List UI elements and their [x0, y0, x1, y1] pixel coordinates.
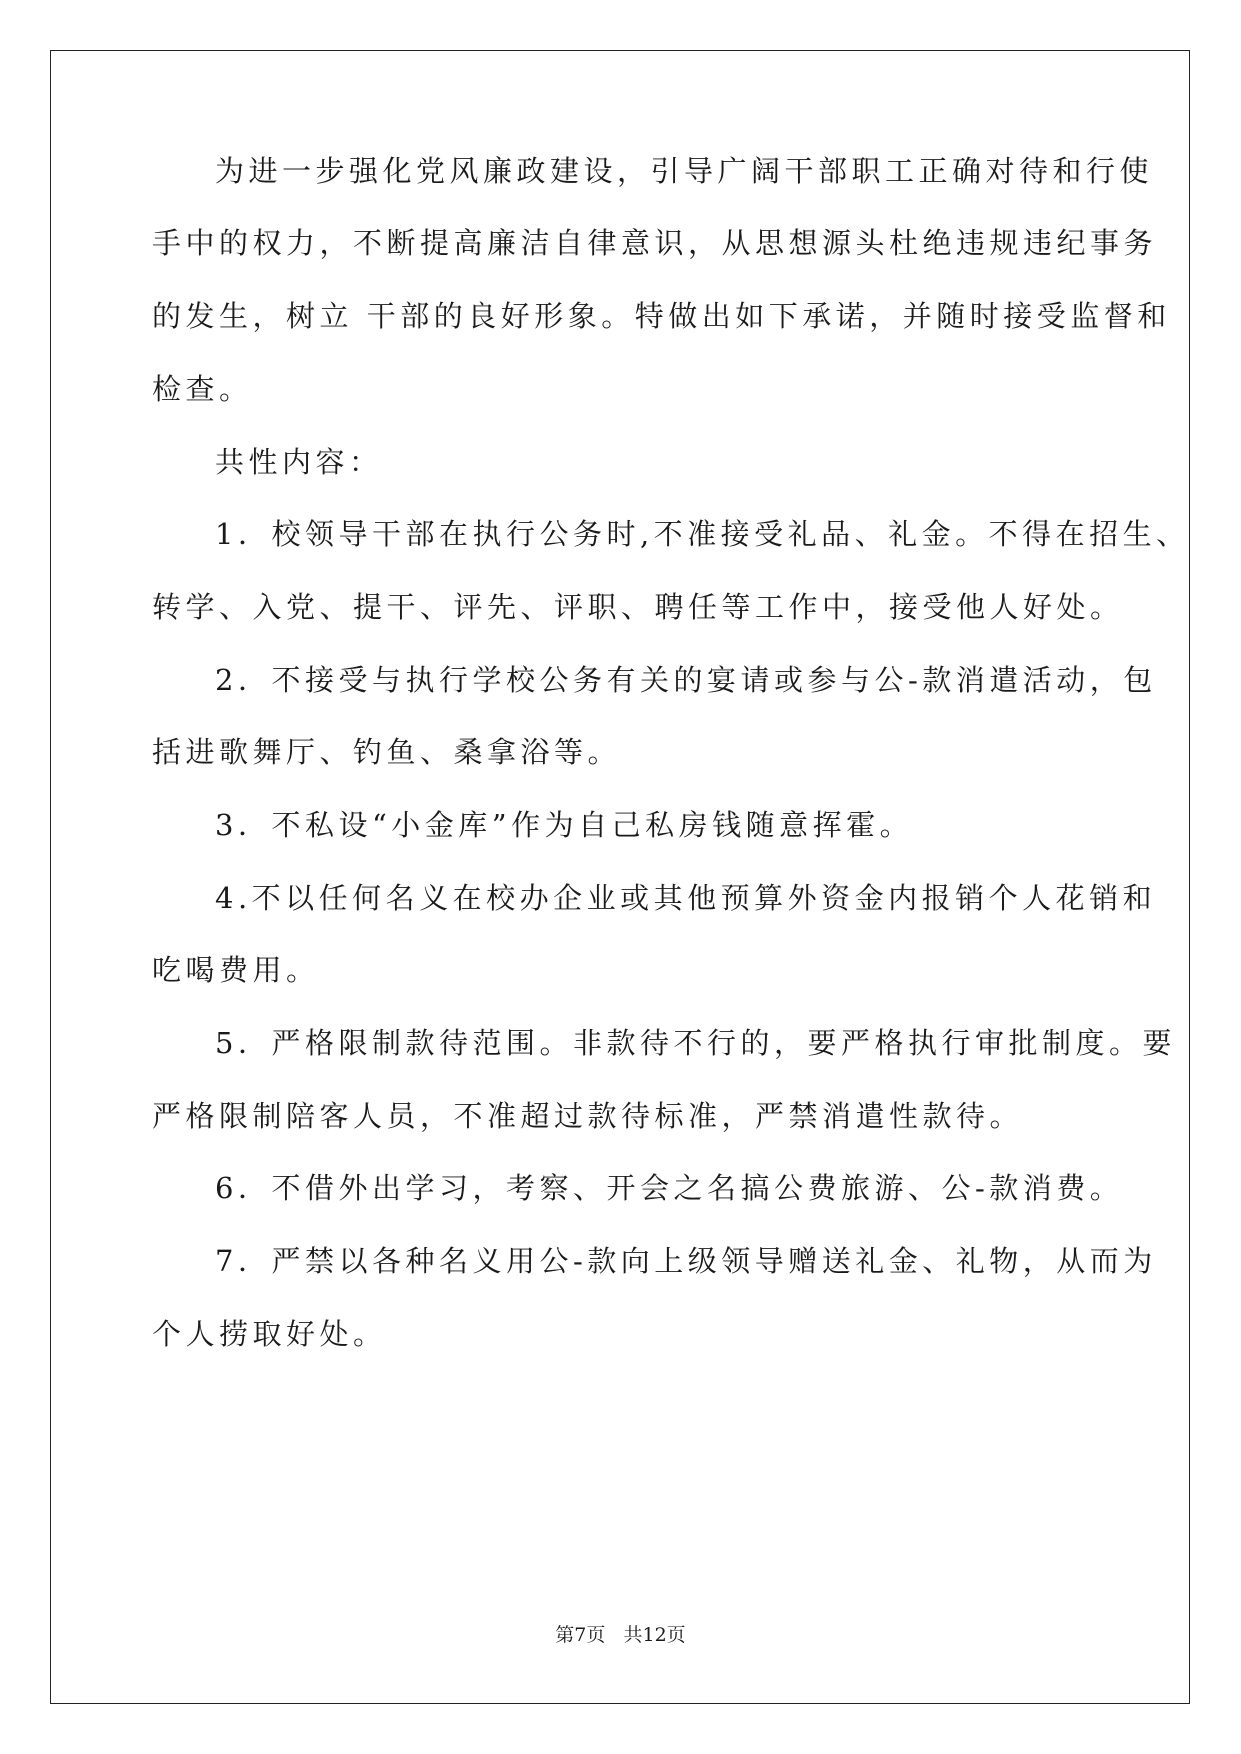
item-5-line-1: 5．严格限制款待范围。非款待不行的，要严格执行审批制度。要	[215, 1026, 1176, 1060]
item-5-line-2: 严格限制陪客人员，不准超过款待标准，严禁消遣性款待。	[152, 1099, 1024, 1133]
item-7-line-1: 7．严禁以各种名义用公-款向上级领导赠送礼金、礼物，从而为	[215, 1244, 1157, 1278]
item-4-line-1: 4.不以任何名义在校办企业或其他预算外资金内报销个人花销和	[215, 881, 1157, 915]
intro-line-3: 的发生，树立 干部的良好形象。特做出如下承诺，并随时接受监督和	[152, 299, 1171, 333]
intro-line-1: 为进一步强化党风廉政建设，引导广阔干部职工正确对待和行使	[215, 154, 1154, 188]
item-6-line-1: 6．不借外出学习，考察、开会之名搞公费旅游、公-款消费。	[215, 1171, 1124, 1205]
common-content-heading: 共性内容：	[215, 445, 383, 479]
item-2-line-2: 括进歌舞厅、钓鱼、桑拿浴等。	[152, 735, 622, 769]
page-number-footer: 第7页 共12页	[555, 1624, 686, 1646]
item-7-line-2: 个人捞取好处。	[152, 1317, 387, 1351]
item-2-line-1: 2．不接受与执行学校公务有关的宴请或参与公-款消遣活动，包	[215, 663, 1157, 697]
item-1-line-2: 转学、入党、提干、评先、评职、聘任等工作中，接受他人好处。	[152, 590, 1124, 624]
intro-line-4: 检查。	[152, 372, 253, 406]
item-1-line-1: 1．校领导干部在执行公务时,不准接受礼品、礼金。不得在招生、	[215, 517, 1190, 551]
item-4-line-2: 吃喝费用。	[152, 953, 320, 987]
item-3-line-1: 3．不私设“小金库”作为自己私房钱随意挥霍。	[215, 808, 914, 842]
intro-line-2: 手中的权力，不断提高廉洁自律意识，从思想源头杜绝违规违纪事务	[152, 226, 1158, 260]
